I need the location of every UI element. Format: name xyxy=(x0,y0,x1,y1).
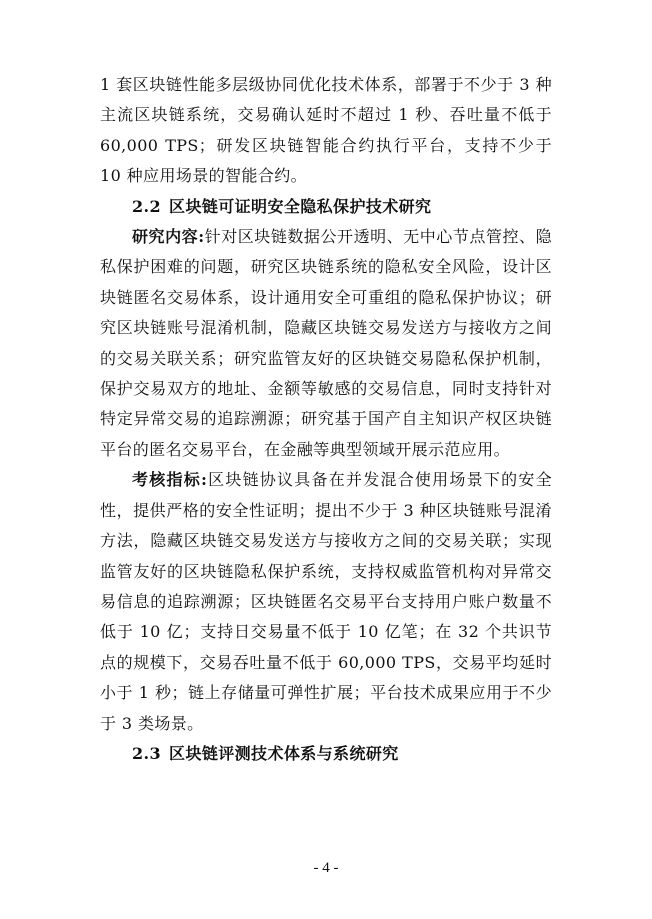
research-content-paragraph xyxy=(100,222,552,465)
assessment-metrics-paragraph xyxy=(100,465,552,739)
paragraph-continuation: 1 套区块链性能多层级协同优化技术体系，部署于不少于 3 种主流区块链系统，交易确认延时不超过 1 秒、吞吐量不低于 60,000 TPS；研发区块链智能合约执行平台，支持不少于 10 种应用场景的智能合约。 xyxy=(100,75,552,186)
assessment-metrics-label: 考核指标: xyxy=(132,470,208,490)
section-title: 区块链可证明安全隐私保护技术研究 xyxy=(169,196,432,216)
research-content-text: 针对区块链数据公开透明、无中心节点管控、隐私保护困难的问题，研究区块链系统的隐私安全风险，设计区块链匿名交易体系，设计通用安全可重组的隐私保护协议；研究区块链账号混淆机制，隐藏区块链交易发送方与接收方之间的交易关联关系；研究监管友好的区块链交易隐私保护机制，保护交易双方的地址、金额等敏感的交易信息，同时支持针对特定异常交易的追踪溯源；研究基于国产自主知识产权区块链平台的匿名交易平台，在金融等典型领域开展示范应用。 xyxy=(100,227,552,459)
section-number: 2.3 xyxy=(132,743,162,763)
page-number: - 4 - xyxy=(313,860,339,876)
section-heading-2-2 xyxy=(100,192,552,222)
section-title: 区块链评测技术体系与系统研究 xyxy=(169,743,399,763)
document-body xyxy=(100,70,552,769)
section-heading-2-3 xyxy=(100,739,552,769)
assessment-metrics-text: 区块链协议具备在并发混合使用场景下的安全性，提供严格的安全性证明；提出不少于 3 种区块链账号混淆方法，隐藏区块链交易发送方与接收方之间的交易关联；实现监管友好的区块链隐私保护系统，支持权威监管机构对异常交易信息的追踪溯源；区块链匿名交易平台支持用户账户数量不低于 10 亿；支持日交易量不低于 10 亿笔；在 32 个共识节点的规模下，交易吞吐量不低于 60,000 TPS，交易平均延时小于 1 秒；链上存储量可弹性扩展；平台技术成果应用于不少于 3 类场景。 xyxy=(100,470,552,733)
research-content-label: 研究内容: xyxy=(132,227,205,247)
section-number: 2.2 xyxy=(132,196,162,216)
